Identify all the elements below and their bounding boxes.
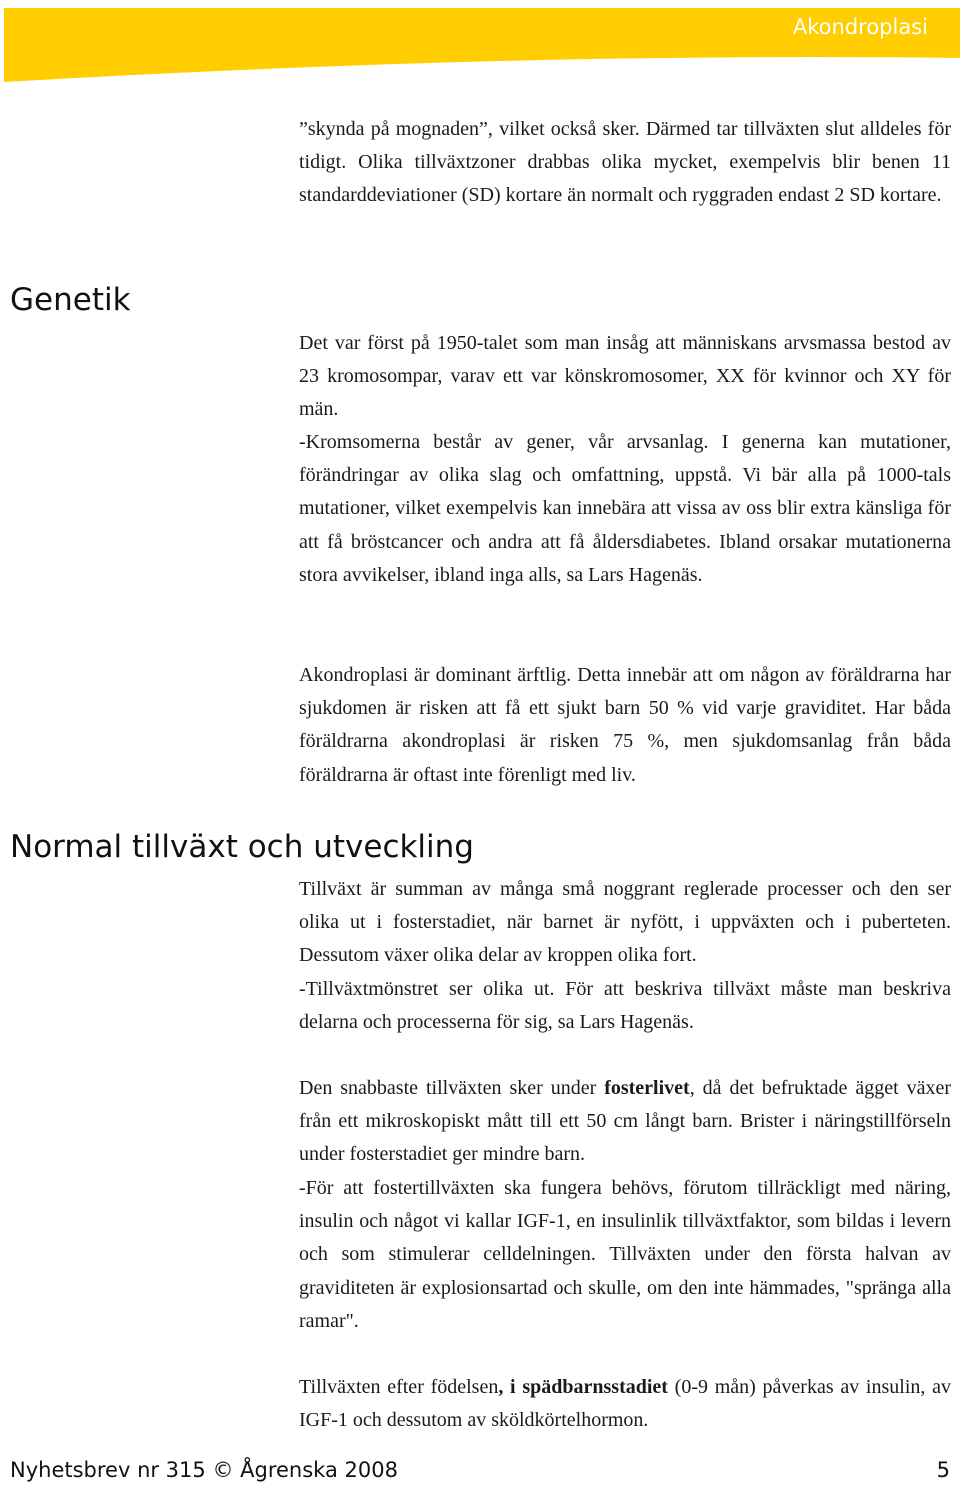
page-number: 5	[936, 1458, 950, 1482]
genetik-paragraph-3: Akondroplasi är dominant ärftlig. Detta innebär att om någon av föräldrarna har sjukdomen är risken att få ett sjukt barn 50 % vid varje graviditet. Har båda föräldrarna akondroplasi är risken 75 %, men sjukdomsanlag från båda föräldrarna är oftast inte förenligt med liv.	[299, 664, 951, 786]
header-band-shape	[0, 0, 960, 90]
emphasis-fosterlivet: fosterlivet	[604, 1077, 690, 1099]
running-header-title: Akondroplasi	[792, 15, 928, 39]
text-run: Tillväxten efter födelsen	[299, 1376, 499, 1398]
text-run: , då det befruktade ägget växer från ett mikroskopiskt mått till ett 50 cm långt barn. Brister i näringstillförseln under fosterstadiet ger mindre barn.	[299, 1077, 951, 1166]
section-heading-normal-tillvaxt: Normal tillväxt och utveckling	[10, 829, 474, 865]
text-run: Den snabbaste tillväxten sker under	[299, 1077, 605, 1099]
genetik-paragraph-1: Det var först på 1950-talet som man insåg att människans arvsmassa bestod av 23 kromosompar, varav ett var könskromosomer, XX för kvinnor och XY för män.	[299, 332, 951, 421]
normal-paragraph-4: -För att fostertillväxten ska fungera behövs, förutom tillräckligt med näring, insulin och något vi kallar IGF-1, en insulinlik tillväxtfaktor, som bildas i levern och som stimulerar celldelningen. Tillväxten under den första halvan av graviditeten är explosionsartad och skulle, om den inte hämmades, "spränga alla ramar".	[299, 1177, 951, 1332]
footer-publication: Nyhetsbrev nr 315 © Ågrenska 2008	[10, 1458, 398, 1482]
normal-paragraph-3	[299, 1072, 951, 1172]
emphasis-spadbarnsstadiet: spädbarnsstadiet	[522, 1376, 668, 1398]
section-heading-genetik: Genetik	[10, 282, 131, 318]
genetik-paragraph-2: -Kromsomerna består av gener, vår arvsanlag. I generna kan mutationer, förändringar av olika slag och omfattning, uppstå. Vi bär alla på 1000-tals mutationer, vilket exempelvis kan innebära att vissa av oss blir extra känsliga för att få bröstcancer och andra att få åldersdiabetes. Ibland orsakar mutationerna stora avvikelser, ibland inga alls, sa Lars Hagenäs.	[299, 431, 951, 586]
header-band	[0, 0, 960, 90]
normal-paragraph-1: Tillväxt är summan av många små noggrant reglerade processer och den ser olika ut i fosterstadiet, när barnet är nyfött, i uppväxten och i puberteten. Dessutom växer olika delar av kroppen olika fort.	[299, 878, 951, 967]
emphasis-comma: , i	[498, 1376, 523, 1398]
intro-paragraph: ”skynda på mognaden”, vilket också sker. Därmed tar tillväxten slut alldeles för tidigt. Olika tillväxtzoner drabbas olika mycket, exempelvis blir benen 11 standarddeviationer (SD) kortare än normalt och ryggraden endast 2 SD kortare.	[299, 118, 951, 207]
normal-paragraph-2: -Tillväxtmönstret ser olika ut. För att beskriva tillväxt måste man beskriva delarna och processerna för sig, sa Lars Hagenäs.	[299, 978, 951, 1034]
normal-paragraph-5	[299, 1371, 951, 1437]
page-footer	[10, 1458, 950, 1482]
text-run: (0-9 mån) påverkas av insulin, av IGF-1 och dessutom av sköldkörtelhormon.	[299, 1376, 951, 1432]
